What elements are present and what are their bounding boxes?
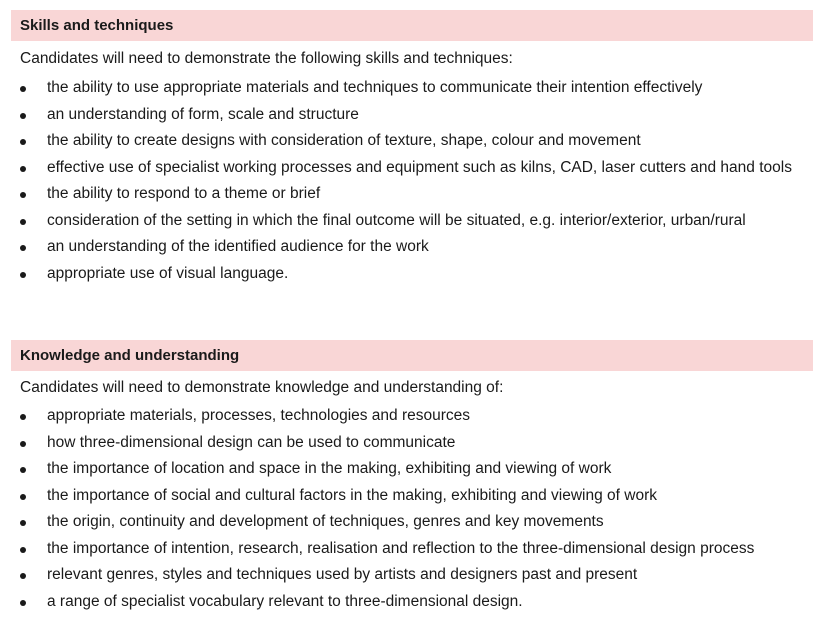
knowledge-intro: Candidates will need to demonstrate knowledge and understanding of: <box>20 379 504 396</box>
bullet-icon <box>20 414 26 420</box>
list-item-text: the importance of social and cultural factors in the making, exhibiting and viewing of work <box>47 486 657 504</box>
bullet-icon <box>20 547 26 553</box>
bullet-icon <box>20 573 26 579</box>
bullet-icon <box>20 113 26 119</box>
list-item <box>11 486 813 507</box>
list-item <box>11 592 813 613</box>
list-item-text: the ability to respond to a theme or brief <box>47 185 321 202</box>
bullet-icon <box>20 166 26 172</box>
bullet-icon <box>20 219 26 225</box>
list-item-text: the origin, continuity and development of techniques, genres and key movements <box>47 513 604 530</box>
list-item <box>11 459 813 480</box>
list-item <box>11 406 813 427</box>
knowledge-section <box>11 340 813 618</box>
bullet-icon <box>20 441 26 447</box>
bullet-icon <box>20 272 26 278</box>
list-item-text: appropriate materials, processes, technologies and resources <box>47 407 471 424</box>
list-item <box>11 78 813 99</box>
skills-section <box>11 10 813 290</box>
list-item <box>11 184 813 205</box>
list-item-text: an understanding of form, scale and structure <box>47 105 359 123</box>
knowledge-list <box>11 406 813 612</box>
list-item <box>11 211 813 232</box>
list-item <box>11 565 813 586</box>
list-item <box>11 105 813 126</box>
bullet-icon <box>20 192 26 198</box>
list-item <box>11 512 813 533</box>
list-item-text: the ability to use appropriate materials and techniques to communicate their intention effectively <box>47 79 703 96</box>
skills-intro: Candidates will need to demonstrate the following skills and techniques: <box>20 50 513 67</box>
bullet-icon <box>20 86 26 92</box>
bullet-icon <box>20 245 26 251</box>
knowledge-heading: Knowledge and understanding <box>11 340 813 371</box>
list-item <box>11 539 813 560</box>
list-item-text: consideration of the setting in which the final outcome will be situated, e.g. interior/exterior, urban/rural <box>47 211 746 229</box>
list-item-text: relevant genres, styles and techniques used by artists and designers past and present <box>47 566 638 583</box>
list-item <box>11 131 813 152</box>
list-item-text: the importance of location and space in the making, exhibiting and viewing of work <box>47 460 612 477</box>
list-item-text: an understanding of the identified audience for the work <box>47 238 429 255</box>
bullet-icon <box>20 600 26 606</box>
list-item-text: a range of specialist vocabulary relevant to three-dimensional design. <box>47 592 523 610</box>
list-item-text: effective use of specialist working processes and equipment such as kilns, CAD, laser cutters and hand tools <box>47 158 792 176</box>
list-item <box>11 158 813 179</box>
skills-heading: Skills and techniques <box>11 10 813 41</box>
bullet-icon <box>20 467 26 473</box>
list-item-text: appropriate use of visual language. <box>47 264 289 282</box>
list-item-text: how three-dimensional design can be used to communicate <box>47 433 456 451</box>
list-item <box>11 264 813 285</box>
list-item <box>11 433 813 454</box>
skills-list <box>11 78 813 284</box>
list-item <box>11 237 813 258</box>
bullet-icon <box>20 520 26 526</box>
list-item-text: the ability to create designs with consideration of texture, shape, colour and movement <box>47 132 641 149</box>
bullet-icon <box>20 494 26 500</box>
bullet-icon <box>20 139 26 145</box>
list-item-text: the importance of intention, research, realisation and reflection to the three-dimensional design process <box>47 539 755 557</box>
